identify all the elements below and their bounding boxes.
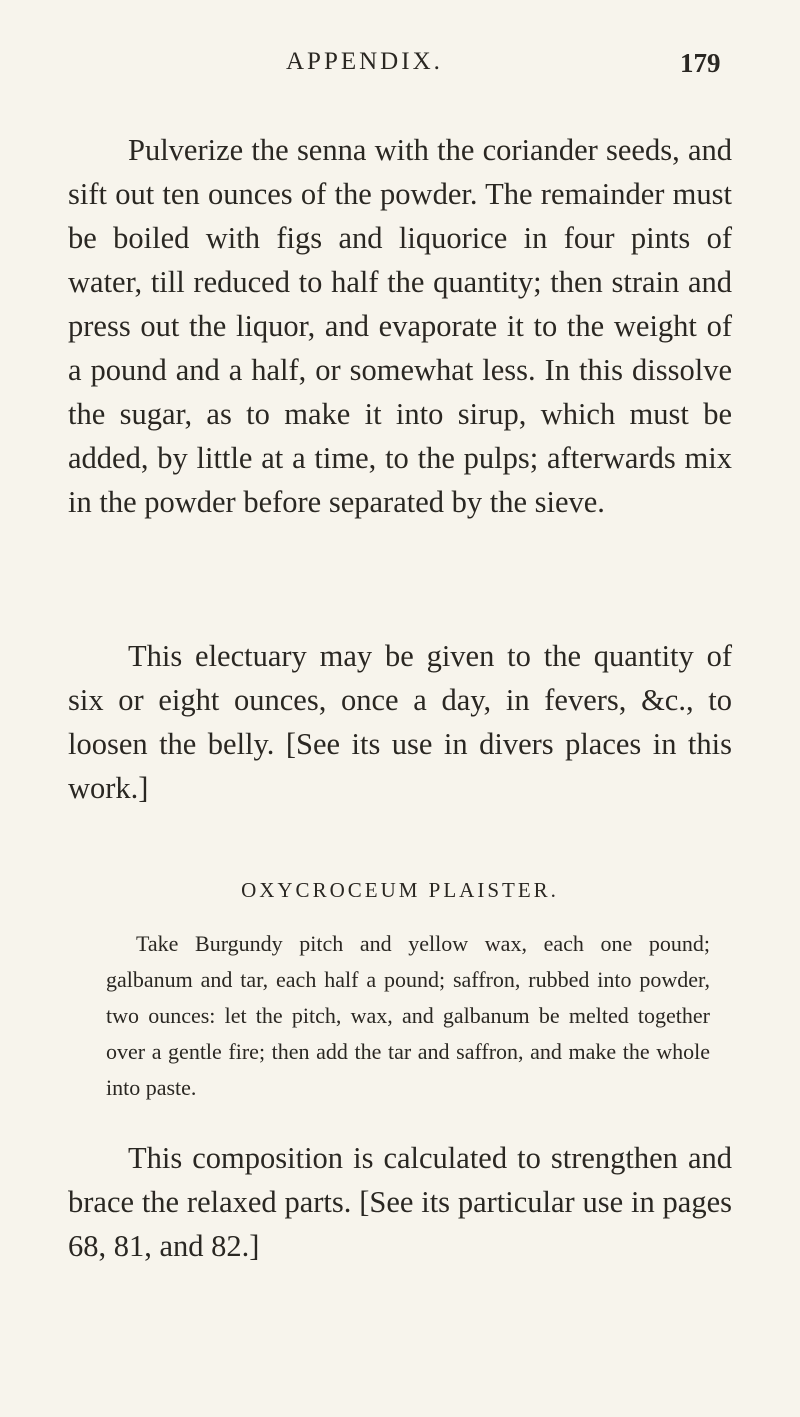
paragraph-composition-use: This composition is calculated to strengthen and brace the relaxed parts. [See its particular use in pages 68, 81, and 82.] <box>68 1141 732 1263</box>
running-head: APPENDIX. <box>286 48 443 75</box>
paragraph-electuary-dosage: This electuary may be given to the quantity of six or eight ounces, once a day, in fevers, &c., to loosen the belly. [See its use in divers places in this work.] <box>68 639 732 805</box>
section-title: OXYCROCEUM PLAISTER. <box>241 878 559 902</box>
page-number: 179 <box>680 48 721 78</box>
paragraph-senna-preparation: Pulverize the senna with the coriander seeds, and sift out ten ounces of the powder. The remainder must be boiled with figs and liquorice in four pints of water, till reduced to half the quantity; then strain and press out the liquor, and evaporate it to the weight of a pound and a half, or somewhat less. In this dissolve the sugar, as to make it into sirup, which must be added, by little at a time, to the pulps; afterwards mix in the powder before separated by the sieve. <box>68 133 732 519</box>
recipe-paragraph: Take Burgundy pitch and yellow wax, each one pound; galbanum and tar, each half a pound; saffron, rubbed into powder, two ounces: let the pitch, wax, and galbanum be melted together over a gentle fire; then add the tar and saffron, and make the whole into paste. <box>106 931 710 1100</box>
page-header <box>0 48 800 88</box>
